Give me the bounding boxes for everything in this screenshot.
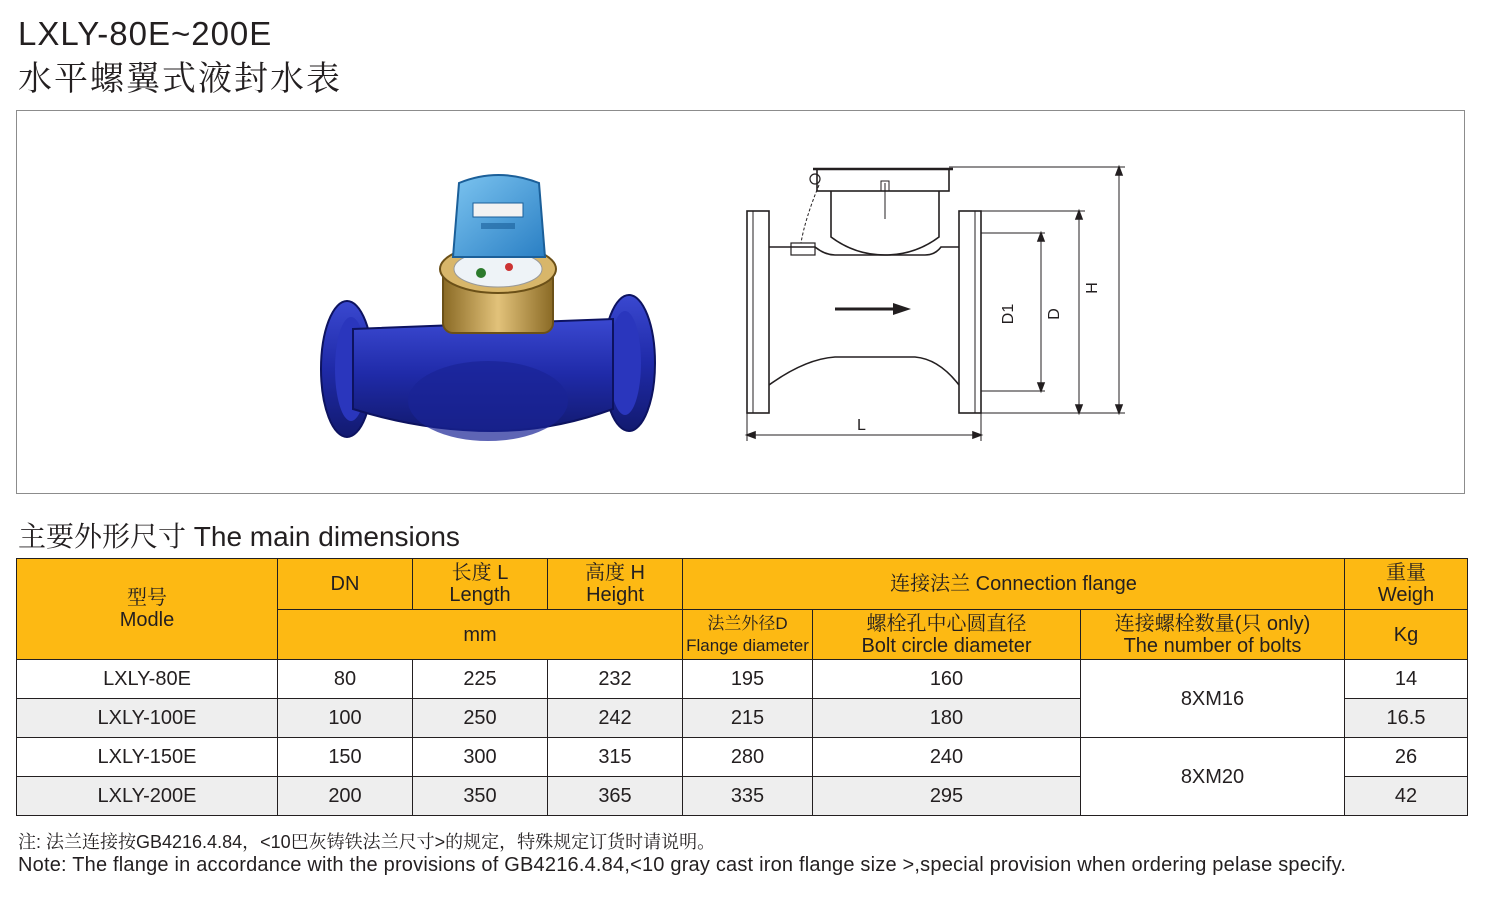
header-model: 型号 Modle xyxy=(17,559,278,660)
cell-flange-diameter: 195 xyxy=(683,660,813,699)
cell-weight: 14 xyxy=(1345,660,1468,699)
cell-flange-diameter: 280 xyxy=(683,738,813,777)
header-weight: 重量 Weigh xyxy=(1345,559,1468,610)
cell-bolt-circle: 180 xyxy=(813,699,1081,738)
header-unit-kg: Kg xyxy=(1345,610,1468,660)
cell-bolt-circle: 295 xyxy=(813,777,1081,816)
cell-model: LXLY-150E xyxy=(17,738,278,777)
cell-height: 232 xyxy=(548,660,683,699)
cell-dn: 100 xyxy=(278,699,413,738)
cell-bolts-group-1: 8XM16 xyxy=(1081,660,1345,738)
header-connection-flange: 连接法兰 Connection flange xyxy=(683,559,1345,610)
cell-bolt-circle: 240 xyxy=(813,738,1081,777)
label-D: D xyxy=(1045,308,1063,320)
header-flange-diameter: 法兰外径D Flange diameter xyxy=(683,610,813,660)
dimension-drawing xyxy=(735,159,1155,459)
cell-model: LXLY-80E xyxy=(17,660,278,699)
cell-dn: 150 xyxy=(278,738,413,777)
header-bolts-number: 连接螺栓数量(只 only) The number of bolts xyxy=(1081,610,1345,660)
note-english: Note: The flange in accordance with the provisions of GB4216.4.84,<10 gray cast iron flange size >,special provision when ordering pelase specify. xyxy=(18,854,1347,876)
cell-height: 365 xyxy=(548,777,683,816)
cell-length: 350 xyxy=(413,777,548,816)
cell-dn: 80 xyxy=(278,660,413,699)
header-length: 长度 L Length xyxy=(413,559,548,610)
cell-length: 250 xyxy=(413,699,548,738)
header-dn: DN xyxy=(278,559,413,610)
cell-height: 315 xyxy=(548,738,683,777)
label-H: H xyxy=(1083,282,1101,294)
product-figure-panel xyxy=(16,110,1465,494)
cell-height: 242 xyxy=(548,699,683,738)
water-meter-photo xyxy=(313,169,673,459)
label-D1: D1 xyxy=(1000,303,1018,325)
label-L: L xyxy=(857,417,866,434)
cell-dn: 200 xyxy=(278,777,413,816)
section-heading: 主要外形尺寸 The main dimensions xyxy=(18,521,460,552)
table-row xyxy=(17,738,1468,777)
cell-length: 300 xyxy=(413,738,548,777)
cell-weight: 26 xyxy=(1345,738,1468,777)
dimensions-table xyxy=(16,558,1468,816)
header-unit-mm: mm xyxy=(278,610,683,660)
cell-bolt-circle: 160 xyxy=(813,660,1081,699)
cell-model: LXLY-200E xyxy=(17,777,278,816)
note-chinese: 注: 法兰连接按GB4216.4.84，<10巴灰铸铁法兰尺寸>的规定，特殊规定订货时请说明。 xyxy=(18,832,716,852)
cell-flange-diameter: 335 xyxy=(683,777,813,816)
cell-bolts-group-2: 8XM20 xyxy=(1081,738,1345,816)
table-row xyxy=(17,660,1468,699)
header-bolt-circle: 螺栓孔中心圆直径 Bolt circle diameter xyxy=(813,610,1081,660)
cell-length: 225 xyxy=(413,660,548,699)
header-height: 高度 H Height xyxy=(548,559,683,610)
product-name-title: 水平螺翼式液封水表 xyxy=(18,60,342,98)
cell-weight: 42 xyxy=(1345,777,1468,816)
cell-weight: 16.5 xyxy=(1345,699,1468,738)
cell-flange-diameter: 215 xyxy=(683,699,813,738)
cell-model: LXLY-100E xyxy=(17,699,278,738)
product-model-title: LXLY-80E~200E xyxy=(18,15,273,52)
